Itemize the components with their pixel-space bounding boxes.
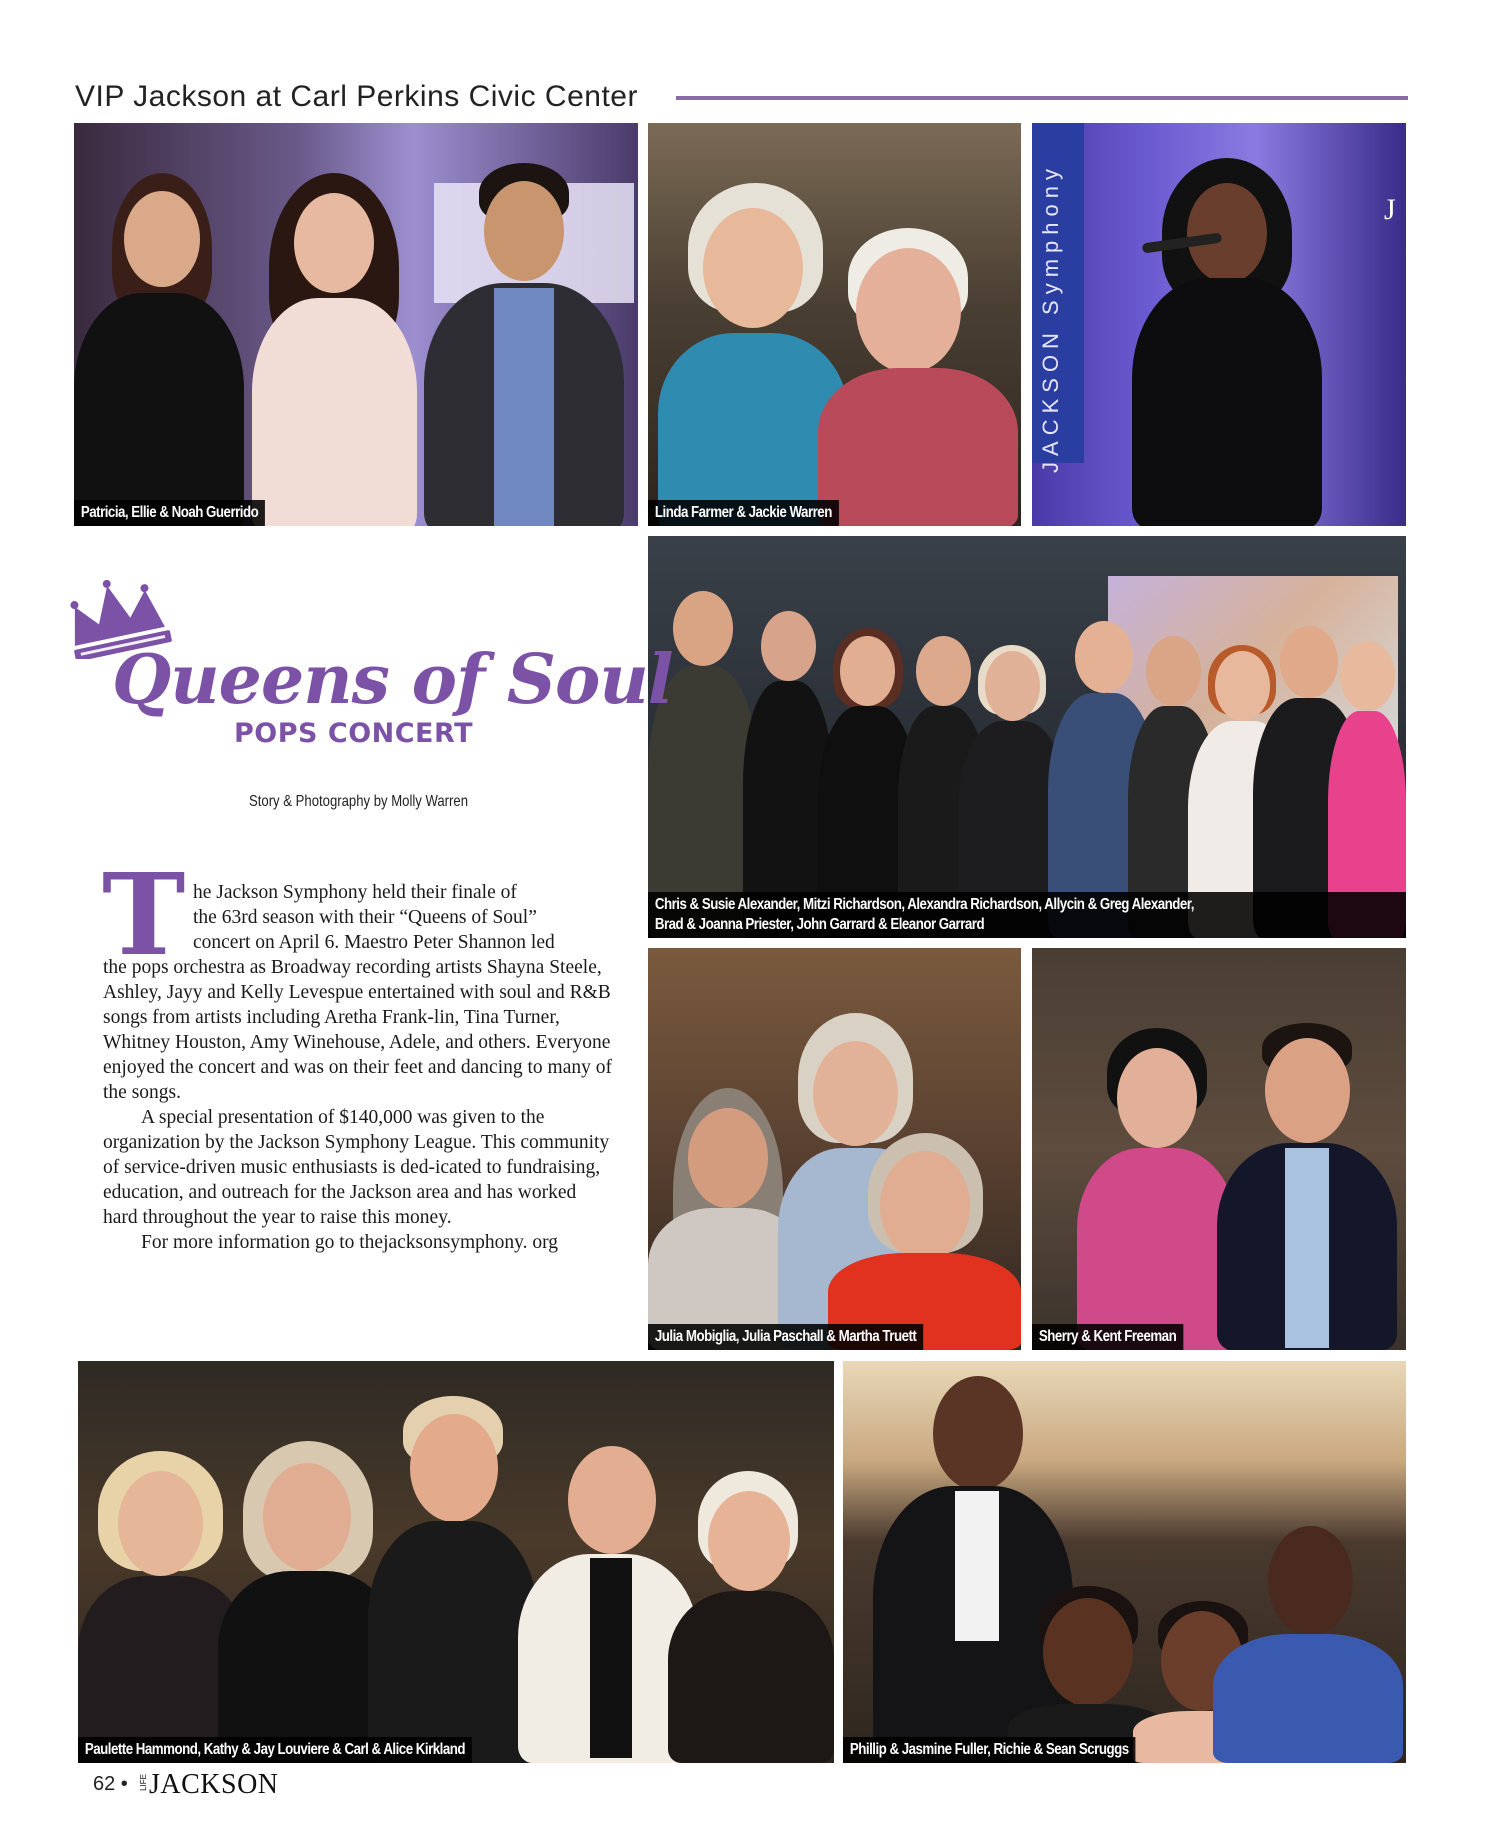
- article-line: the 63rd season with their “Queens of Soul”: [193, 907, 537, 928]
- article-body: [103, 880, 613, 1255]
- page-number: 62 •: [93, 1773, 128, 1795]
- person-singer: [1102, 158, 1352, 526]
- header-divider: [676, 96, 1408, 100]
- article-paragraph: A special presentation of $140,000 was given to the organization by the Jackson Symphony League. This community of service-driven music enthusiasts is ded-icated to fundraising, education, and outreach for the Jackson area and has worked hard throughout the year to raise this money.: [103, 1107, 610, 1228]
- article-line: he Jackson Symphony held their finale of: [193, 882, 517, 903]
- photo-caption: Linda Farmer & Jackie Warren: [648, 500, 839, 526]
- person-figure: [828, 1133, 1021, 1350]
- event-title: Queens of Soul: [112, 640, 673, 720]
- photo-alexander-group: [648, 536, 1406, 938]
- stage-letter: J: [1384, 193, 1396, 226]
- event-subtitle: POPS CONCERT: [234, 718, 473, 749]
- person-figure: [1217, 1023, 1397, 1350]
- brand-logo: JACKSON: [149, 1769, 279, 1800]
- photo-farmer-warren: [648, 123, 1021, 526]
- person-figure: [1077, 1028, 1237, 1350]
- article-paragraph: the pops orchestra as Broadway recording artists Shayna Steele, Ashley, Jayy and Kelly Levespue entertained with soul and R&B songs from artists including Aretha Frank-lin, Tina Turner, Whitney Houston, Amy Winehouse, Adele, and others. Everyone enjoyed the concert and was on their feet and dancing to many of the songs.: [103, 957, 612, 1103]
- page-section-title: VIP Jackson at Carl Perkins Civic Center: [75, 80, 638, 113]
- brand-logo-small: LIFE: [139, 1774, 148, 1791]
- person-figure: [424, 163, 624, 526]
- photo-fuller-scruggs: [843, 1361, 1406, 1763]
- photo-caption: Paulette Hammond, Kathy & Jay Louviere & Carl & Alice Kirkland: [78, 1737, 472, 1763]
- photo-caption: Julia Mobiglia, Julia Paschall & Martha Truett: [648, 1324, 923, 1350]
- person-figure: [368, 1396, 538, 1763]
- photo-caption: [648, 892, 1406, 938]
- photo-caption: Patricia, Ellie & Noah Guerrido: [74, 500, 265, 526]
- photo-caption: Phillip & Jasmine Fuller, Richie & Sean Scruggs: [843, 1737, 1135, 1763]
- photo-freeman: [1032, 948, 1406, 1350]
- byline: Story & Photography by Molly Warren: [249, 793, 469, 810]
- article-line: concert on April 6. Maestro Peter Shannon led: [193, 932, 555, 953]
- person-figure: [244, 173, 424, 526]
- photo-caption-line: Chris & Susie Alexander, Mitzi Richardson, Alexandra Richardson, Allycin & Greg Alexander,: [654, 896, 1194, 913]
- photo-singer-on-stage: [1032, 123, 1406, 526]
- photo-caption: Sherry & Kent Freeman: [1032, 1324, 1183, 1350]
- photo-caption-line: Brad & Joanna Priester, John Garrard & Eleanor Garrard: [654, 916, 985, 933]
- photo-guerrido-family: [74, 123, 638, 526]
- photo-hammond-louviere-kirkland: [78, 1361, 834, 1763]
- photo-mobiglia-paschall-truett: [648, 948, 1021, 1350]
- person-figure: [818, 228, 1018, 526]
- article-paragraph: For more information go to thejacksonsymphony. org: [141, 1232, 559, 1253]
- person-figure: [74, 173, 244, 526]
- person-figure: [1213, 1526, 1403, 1763]
- drop-cap: T: [102, 850, 186, 981]
- stage-banner-text: JACKSON Symphony: [1038, 163, 1063, 473]
- person-figure: [668, 1471, 834, 1763]
